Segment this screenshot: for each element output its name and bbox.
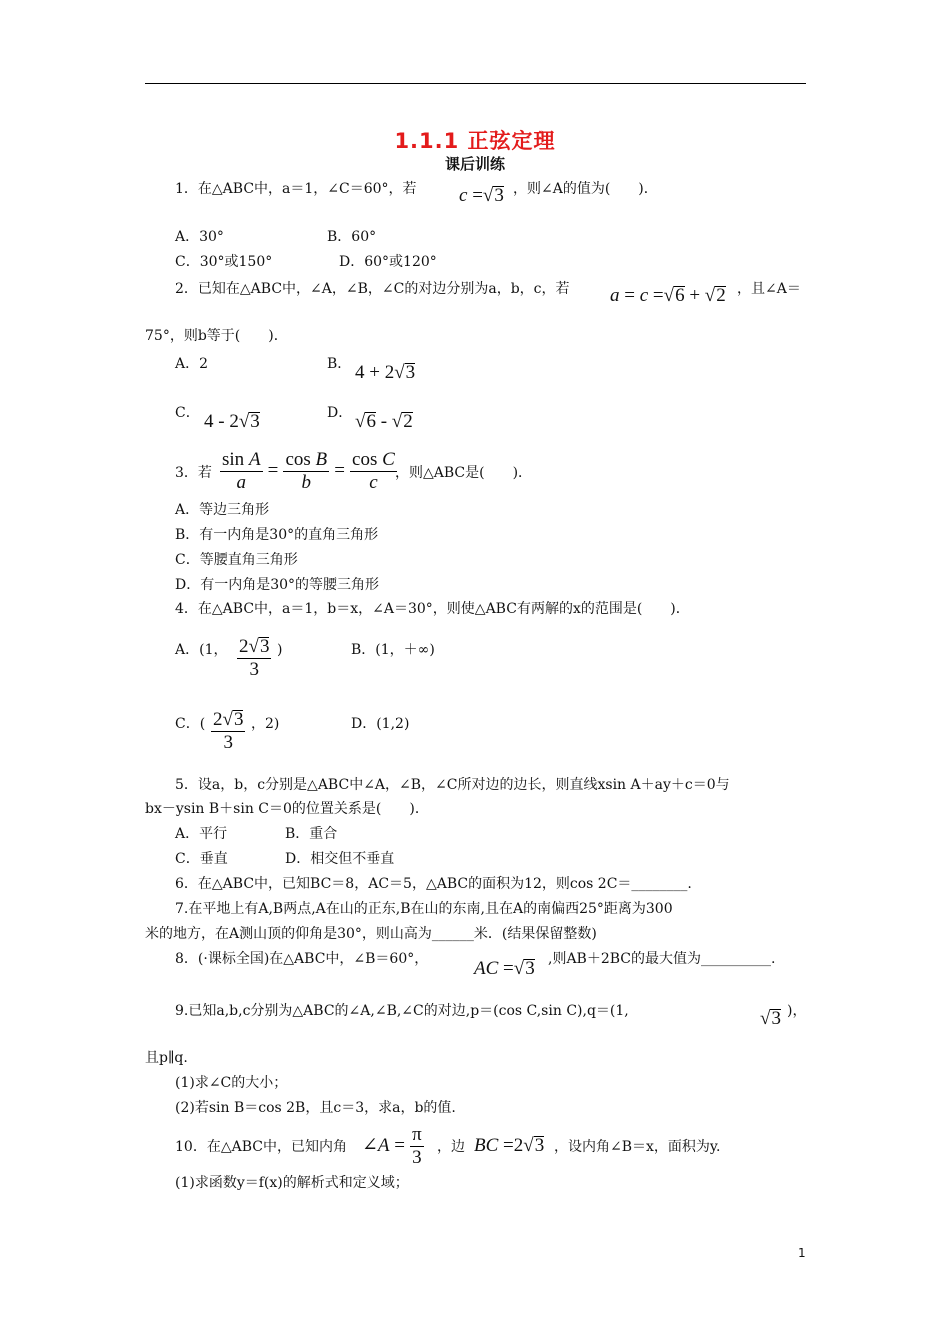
q2-option-c-label: C． [175,405,200,421]
q1-option-b: B．60° [327,229,377,245]
q5-option-b: B．重合 [285,826,338,842]
q3-option-d: D．有一内角是30°的等腰三角形 [175,577,380,593]
q5-option-a: A．平行 [175,826,228,842]
q3-prefix: 3．若 [175,465,212,481]
doc-title: 1.1.1 正弦定理 [394,129,556,153]
q10-mid: ，边 [437,1139,465,1155]
page-number: 1 [798,1246,806,1260]
q9-part1: (1)求∠C的大小； [175,1075,288,1091]
q4-option-b: B．(1，＋∞) [351,642,435,658]
q10-tail: ，设内角∠B＝x，面积为y. [554,1139,721,1155]
q3-option-b: B．有一内角是30°的直角三角形 [175,527,379,543]
q10-pre: 10．在△ABC中，已知内角 [175,1139,347,1155]
q5-line2: bx－ysin B＋sin C＝0的位置关系是( )． [145,801,429,817]
q10-part1: (1)求函数y＝f(x)的解析式和定义域； [175,1175,409,1191]
q1-option-a: A．30° [175,229,224,245]
q1-math: c =√3 [459,185,504,206]
q4-option-c-post: ，2) [251,716,280,732]
q2-option-b-label: B． [327,356,352,372]
q10-side: BC =2√3 [474,1135,545,1156]
q1-option-c: C．30°或150° [175,254,273,270]
q2-option-c-math: 4 - 2√3 [204,411,260,432]
q3-tail: ，则△ABC是( )． [395,465,533,481]
q4-option-d: D．(1,2) [351,716,410,732]
q5-option-d: D．相交但不垂直 [285,851,395,867]
q2-tail: ，且∠A＝ [737,281,801,297]
q9-tail: )， [787,1003,807,1019]
q9-line2: 且p∥q. [145,1050,188,1066]
q2-option-d-math: √6 - √2 [355,411,413,432]
q4-option-a-post: ) [277,642,283,658]
q2-option-a: A．2 [175,356,209,372]
q9-pre: 9.已知a,b,c分别为△ABC的∠A,∠B,∠C的对边,p＝(cos C,sin C),q＝(1, [175,1003,629,1019]
q8-tail: ,则AB＋2BC的最大值为__________. [548,951,776,967]
q9-math: √3 [760,1008,781,1029]
q7-line2: 米的地方，在A测山顶的仰角是30°，则山高为______米．(结果保留整数) [145,926,597,942]
q7-line1: 7.在平地上有A,B两点,A在山的正东,B在山的东南,且在A的南偏西25°距离为300 [175,901,673,917]
q4-stem: 4．在△ABC中，a＝1，b＝x，∠A＝30°，则使△ABC有两解的x的范围是( )． [175,601,690,617]
q6-text: 6．在△ABC中，已知BC＝8，AC＝5，△ABC的面积为12，则cos 2C＝________. [175,876,692,892]
q2-line2: 75°，则b等于( )． [145,328,288,344]
q4-option-a-frac: $\frac{2√3}{3}$ [239,636,270,680]
q2-option-d-label: D． [327,405,353,421]
q9-part2: (2)若sin B＝cos 2B，且c＝3，求a，b的值. [175,1100,456,1116]
q8-math: AC =√3 [474,958,535,979]
q5-option-c: C．垂直 [175,851,228,867]
q5-line1: 5．设a，b，c分别是△ABC中∠A，∠B，∠C所对边的边长，则直线xsin A＋ay＋c＝0与 [175,777,730,793]
q4-option-a-pre: A．(1， [175,642,228,658]
q10-angle: ∠A = $\frac{\pi}{3}$ [362,1124,422,1168]
q1-option-d: D．60°或120° [339,254,437,270]
q1-stem: 1．在△ABC中，a＝1，∠C＝60°，若 [175,181,417,197]
doc-subtitle: 课后训练 [444,155,505,173]
q1-tail: ，则∠A的值为( )． [513,181,658,197]
q3-option-a: A．等边三角形 [175,502,270,518]
q2-math: a = c =√6 + √2 [610,285,726,306]
header-rule [145,83,806,84]
q3-formula: $\frac{\text{sin A}}{a}$ = $\frac{\text{cos B}}{b}$ = $\frac{\text{cos C}}{c}$ [222,449,395,493]
q3-option-c: C．等腰直角三角形 [175,552,298,568]
q2-stem: 2．已知在△ABC中，∠A，∠B，∠C的对边分别为a，b，c，若 [175,281,570,297]
q4-option-c-frac: $\frac{2√3}{3}$ [213,709,244,753]
q4-option-c-pre: C．( [175,716,206,732]
q8-pre: 8．(·课标全国)在△ABC中，∠B＝60°， [175,951,429,967]
q2-option-b-math: 4 + 2√3 [355,362,416,383]
